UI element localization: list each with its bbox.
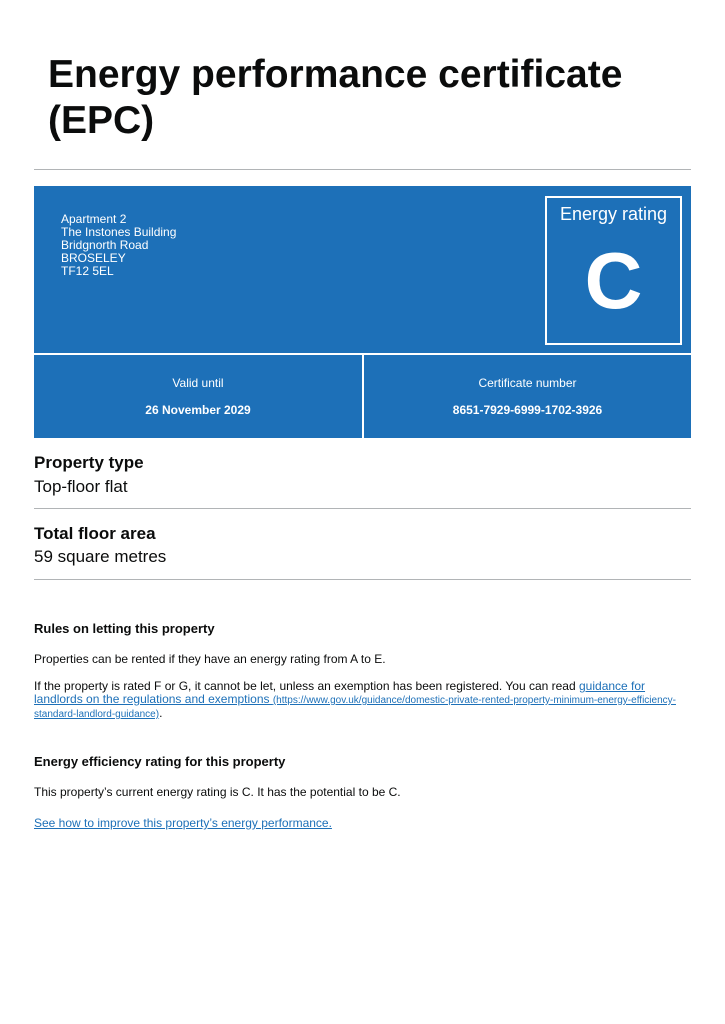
improve-performance-paragraph (34, 817, 694, 830)
property-address (61, 213, 176, 278)
title-divider (34, 169, 691, 170)
address-line: The Instones Building (61, 225, 177, 239)
exemption-text-prefix: If the property is rated F or G, it cannot be let, unless an exemption has been registered. You can read (34, 679, 579, 693)
certificate-number-cell (364, 355, 691, 438)
valid-until-cell (34, 355, 362, 438)
improve-performance-link[interactable]: See how to improve this property’s energy performance. (34, 816, 332, 830)
letting-exemption-text (34, 680, 694, 721)
energy-rating-label: Energy rating (559, 204, 668, 224)
address-line: Bridgnorth Road (61, 238, 149, 252)
exemption-text-suffix: . (159, 706, 163, 720)
section-divider (34, 508, 691, 509)
floor-area-label: Total floor area (34, 524, 156, 543)
valid-until-label: Valid until (172, 376, 224, 390)
letting-rules-heading: Rules on letting this property (34, 621, 215, 636)
letting-rules-text: Properties can be rented if they have an energy rating from A to E. (34, 652, 386, 666)
efficiency-rating-text: This property’s current energy rating is C. It has the potential to be C. (34, 785, 401, 799)
energy-rating-letter: C (584, 236, 643, 325)
certificate-number-value: 8651-7929-6999-1702-3926 (452, 403, 603, 417)
energy-rating-box (545, 196, 682, 345)
guidance-link-text[interactable]: guidance for landlords on the regulations and exemptions (34, 679, 646, 706)
epc-summary-panel (34, 186, 691, 438)
address-line: Apartment 2 (61, 212, 127, 226)
property-type-value: Top-floor flat (34, 477, 128, 496)
efficiency-rating-heading: Energy efficiency rating for this property (34, 754, 286, 769)
address-line: TF12 5EL (61, 264, 114, 278)
page-title: Energy performance certificate (EPC) (48, 53, 623, 142)
property-type-label: Property type (34, 453, 144, 472)
address-line: BROSELEY (61, 251, 126, 265)
section-divider (34, 579, 691, 580)
guidance-link-url[interactable]: (https://www.gov.uk/guidance/domestic-private-rented-property-minimum-energy-efficiency-standard-landlord-guidance) (34, 695, 676, 720)
floor-area-value: 59 square metres (34, 547, 167, 566)
valid-until-date: 26 November 2029 (145, 403, 251, 417)
certificate-number-label: Certificate number (478, 376, 577, 390)
